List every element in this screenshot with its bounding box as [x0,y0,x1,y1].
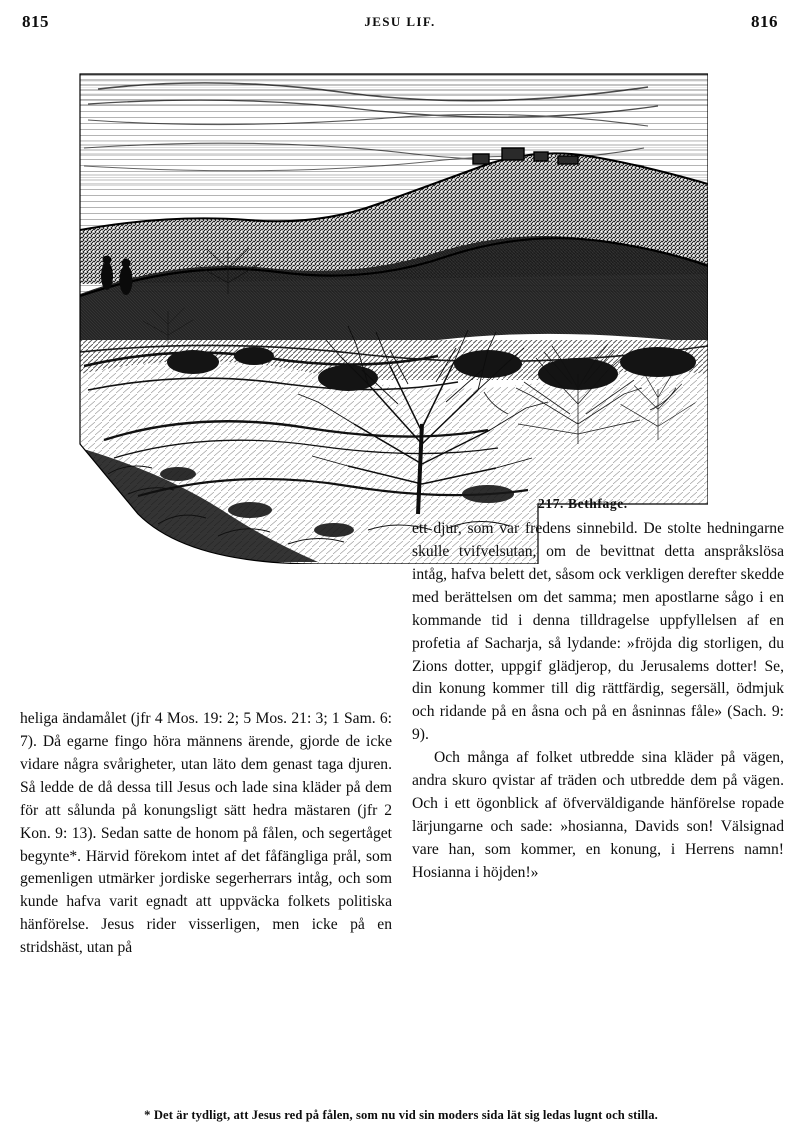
folio-left: 815 [22,12,49,31]
page-title: JESU LIF. [364,14,436,29]
text-column-right [412,518,784,885]
paragraph: heliga ändamålet (jfr 4 Mos. 19: 2; 5 Mos. 21: 3; 1 Sam. 6: 7). Då egarne fingo höra männens ärende, gjorde de icke vidare några svårigheter, utan läto dem genast taga djuren. Så ledde de då dessa till Jesus och lade sina kläder på dem för att sålunda på konungsligt sätt hedra mästaren (jfr 2 Kon. 9: 13). Sedan satte de honom på fålen, och segertåget begynte*. Härvid förekom intet af det fåfängliga prål, som gemenligen utmärker jordiske segerherrars intåg, och som kunde hafva varit egnadt att uppväcka folkets politiska hänförelse. Jesus rider visserligen, men icke på en stridshäst, utan på [20,710,392,957]
text-column-left [20,708,392,960]
running-head [22,12,778,32]
footnote [20,1108,782,1124]
figure-caption: 217. Bethfage. [538,496,628,511]
paragraph: Och många af folket utbredde sina kläder på vägen, andra skuro qvistar af träden och utbredde dem på vägen. Och i ett ögonblick af öfverväldigande hänförelse ropade lärjungarne och sade: »hosianna, Davids son! Välsignad vare han, som kommer, en konung, i Herrens namn! Hosianna i höjden!» [412,749,784,881]
footnote-text: Det är tydligt, att Jesus red på fålen, som nu vid sin moders sida lät sig ledas lugnt och stilla. [153,1108,658,1122]
folio-right: 816 [751,12,778,31]
paragraph: ett djur, som var fredens sinnebild. De stolte hedningarne skulle tvifvelsutan, om de bevittnat detta anspråkslösa intåg, hafva belett det, såsom ock verkligen derefter skedde med berättelsen om det samma; men apostlarne sågo i en kommande tid i denna tilldragelse uppfyllelsen af en profetia af Sacharja, så lydande: »fröjda dig storligen, du Zions dotter, uppgif glädjerop, du Jerusalems dotter! Se, din konung kommer till dig rättfärdig, segersäll, ödmjuk och ridande på en åsna och på en åsninnas fåle» (Sach. 9: 9). [412,520,784,744]
footnote-marker: * [144,1108,151,1122]
